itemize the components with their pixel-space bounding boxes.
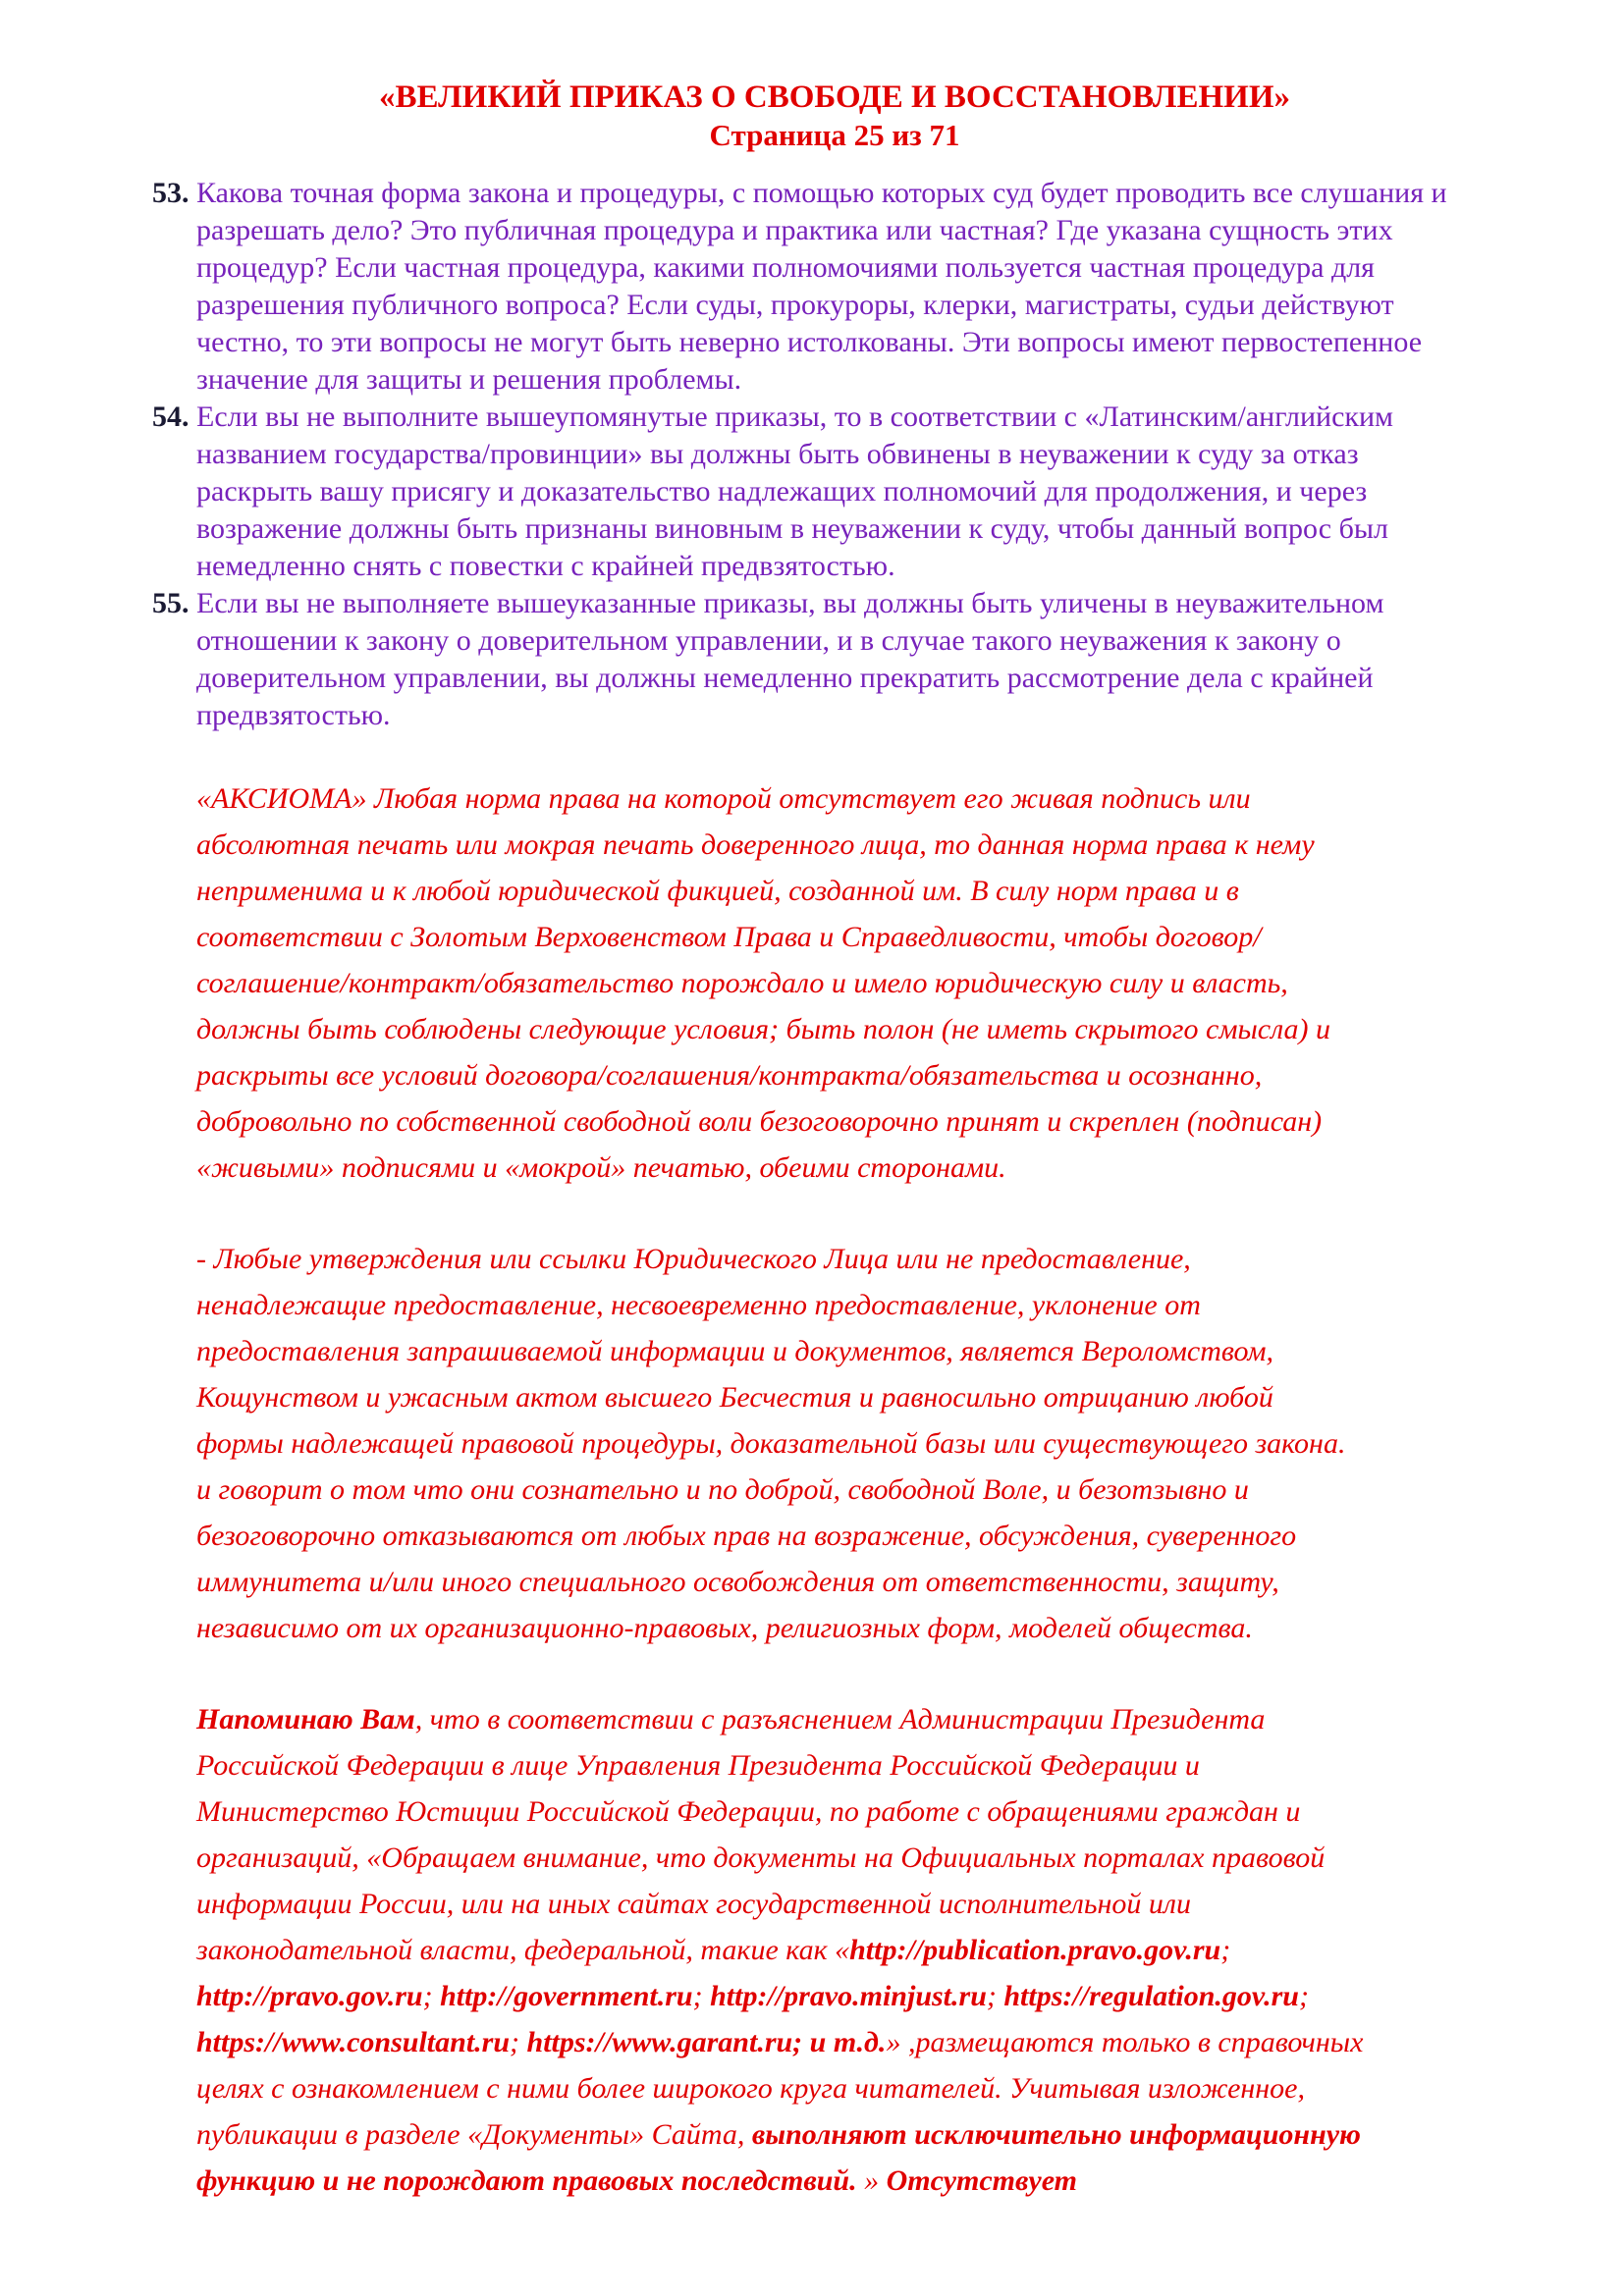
- text-run: - Любые утверждения или ссылки Юридического Лица или не предоставление, ненадлежащие предоставление, несвоевременно предоставление, уклонение от предоставления запрашиваемой информации и документов, является Вероломством, Кощунством и ужасным актом высшего Бесчестия и равносильно отрицанию любой формы надлежащей правовой процедуры, доказательной базы или существующего закона. и говорит о том что они сознательно и по доброй, свободной Воле, и безотзывно и безоговорочно отказываются от любых прав на возражение, обсуждения, суверенного иммунитета и/или иного специального освобождения от ответственности, защиту, независимо от их организационно-правовых, религиозных форм, моделей общества.: [196, 1243, 1346, 1644]
- text-run: , что в соответствии с разъяснением Администрации Президента Российской Федерации в лице Управления Президента Российской Федерации и Министерство Юстиции Российской Федерации, по работе с обращениями граждан и организаций, «Обращаем внимание, что документы на Официальных порталах правовой информации России, или на иных сайтах государственной исполнительной или законодательной власти, федеральной, такие как «: [196, 1703, 1326, 1966]
- text-run: » ,размещаются только в справочных целях с ознакомлением с ними более широкого круга читателей. Учитывая изложенное, публикации в разделе «Документы» Сайта,: [196, 2026, 1364, 2151]
- text-run: https://www.consultant.ru: [196, 2026, 511, 2058]
- text-run: http://government.ru: [440, 1980, 693, 2012]
- text-run: ;: [1299, 1980, 1309, 2012]
- text-run: »: [856, 2164, 887, 2197]
- legal-entity-paragraph: [196, 1236, 1367, 1651]
- text-run: Напоминаю Вам: [196, 1703, 415, 1735]
- page-number: Страница 25 из 71: [709, 118, 960, 152]
- item-number: 55.: [152, 587, 189, 619]
- text-run: Отсутствует: [886, 2164, 1077, 2197]
- numbered-list: [152, 175, 1473, 734]
- axiom-paragraph: [196, 775, 1367, 1191]
- list-item-55: [152, 585, 1473, 734]
- list-item-54: [152, 399, 1473, 585]
- document-title: «ВЕЛИКИЙ ПРИКАЗ О СВОБОДЕ И ВОССТАНОВЛЕНИИ»: [378, 80, 1291, 115]
- item-number: 54.: [152, 400, 189, 433]
- text-run: «АКСИОМА» Любая норма права на которой отсутствует его живая подпись или абсолютная печать или мокрая печать доверенного лица, то данная норма права к нему неприменима и к любой юридической фикцией, созданной им. В силу норм права и в соответствии с Золотым Верховенством Права и Справедливости, чтобы договор/соглашение/контракт/обязательство порождало и имело юридическую силу и власть, должны быть соблюдены следующие условия; быть полон (не иметь скрытого смысла) и раскрыты все условий договора/соглашения/контракта/обязательства и осознанно, добровольно по собственной свободной воли безоговорочно принят и скреплен (подписан) «живыми» подписями и «мокрой» печатью, обеими сторонами.: [196, 782, 1331, 1184]
- item-text: Какова точная форма закона и процедуры, с помощью которых суд будет проводить все слушания и разрешать дело? Это публичная процедура и практика или частная? Где указана сущность этих процедур? Если частная процедура, какими полномочиями пользуется частная процедура для разрешения публичного вопроса? Если суды, прокуроры, клерки, магистраты, судьи действуют честно, то эти вопросы не могут быть неверно истолкованы. Эти вопросы имеют первостепенное значение для защиты и решения проблемы.: [196, 177, 1447, 396]
- text-run: http://publication.pravo.gov.ru: [849, 1934, 1221, 1966]
- text-run: ;: [1220, 1934, 1231, 1966]
- text-run: ;: [692, 1980, 711, 2012]
- text-run: https://regulation.gov.ru: [1003, 1980, 1299, 2012]
- text-run: ;: [422, 1980, 441, 2012]
- text-run: выполняют исключительно информационную функцию и не порождают правовых последствий.: [196, 2118, 1361, 2197]
- text-run: ;: [986, 1980, 1004, 2012]
- item-text: Если вы не выполняете вышеуказанные приказы, вы должны быть уличены в неуважительном отношении к закону о доверительном управлении, и в случае такого неуважения к закону о доверительном управлении, вы должны немедленно прекратить рассмотрение дела с крайней предвзятостью.: [196, 587, 1384, 731]
- list-item-53: [152, 175, 1473, 399]
- item-text: Если вы не выполните вышеупомянутые приказы, то в соответствии с «Латинским/английским названием государства/провинции» вы должны быть обвинены в неуважении к суду за отказ раскрыть вашу присягу и доказательство надлежащих полномочий для продолжения, и через возражение должны быть признаны виновным в неуважении к суду, чтобы данный вопрос был немедленно снять с повестки с крайней предвзятостью.: [196, 400, 1394, 582]
- text-run: http://pravo.minjust.ru: [710, 1980, 987, 2012]
- text-run: https://www.garant.ru; и т.д.: [526, 2026, 887, 2058]
- text-run: http://pravo.gov.ru: [196, 1980, 423, 2012]
- text-run: ;: [510, 2026, 527, 2058]
- item-number: 53.: [152, 177, 189, 209]
- reminder-paragraph: [196, 1696, 1367, 2204]
